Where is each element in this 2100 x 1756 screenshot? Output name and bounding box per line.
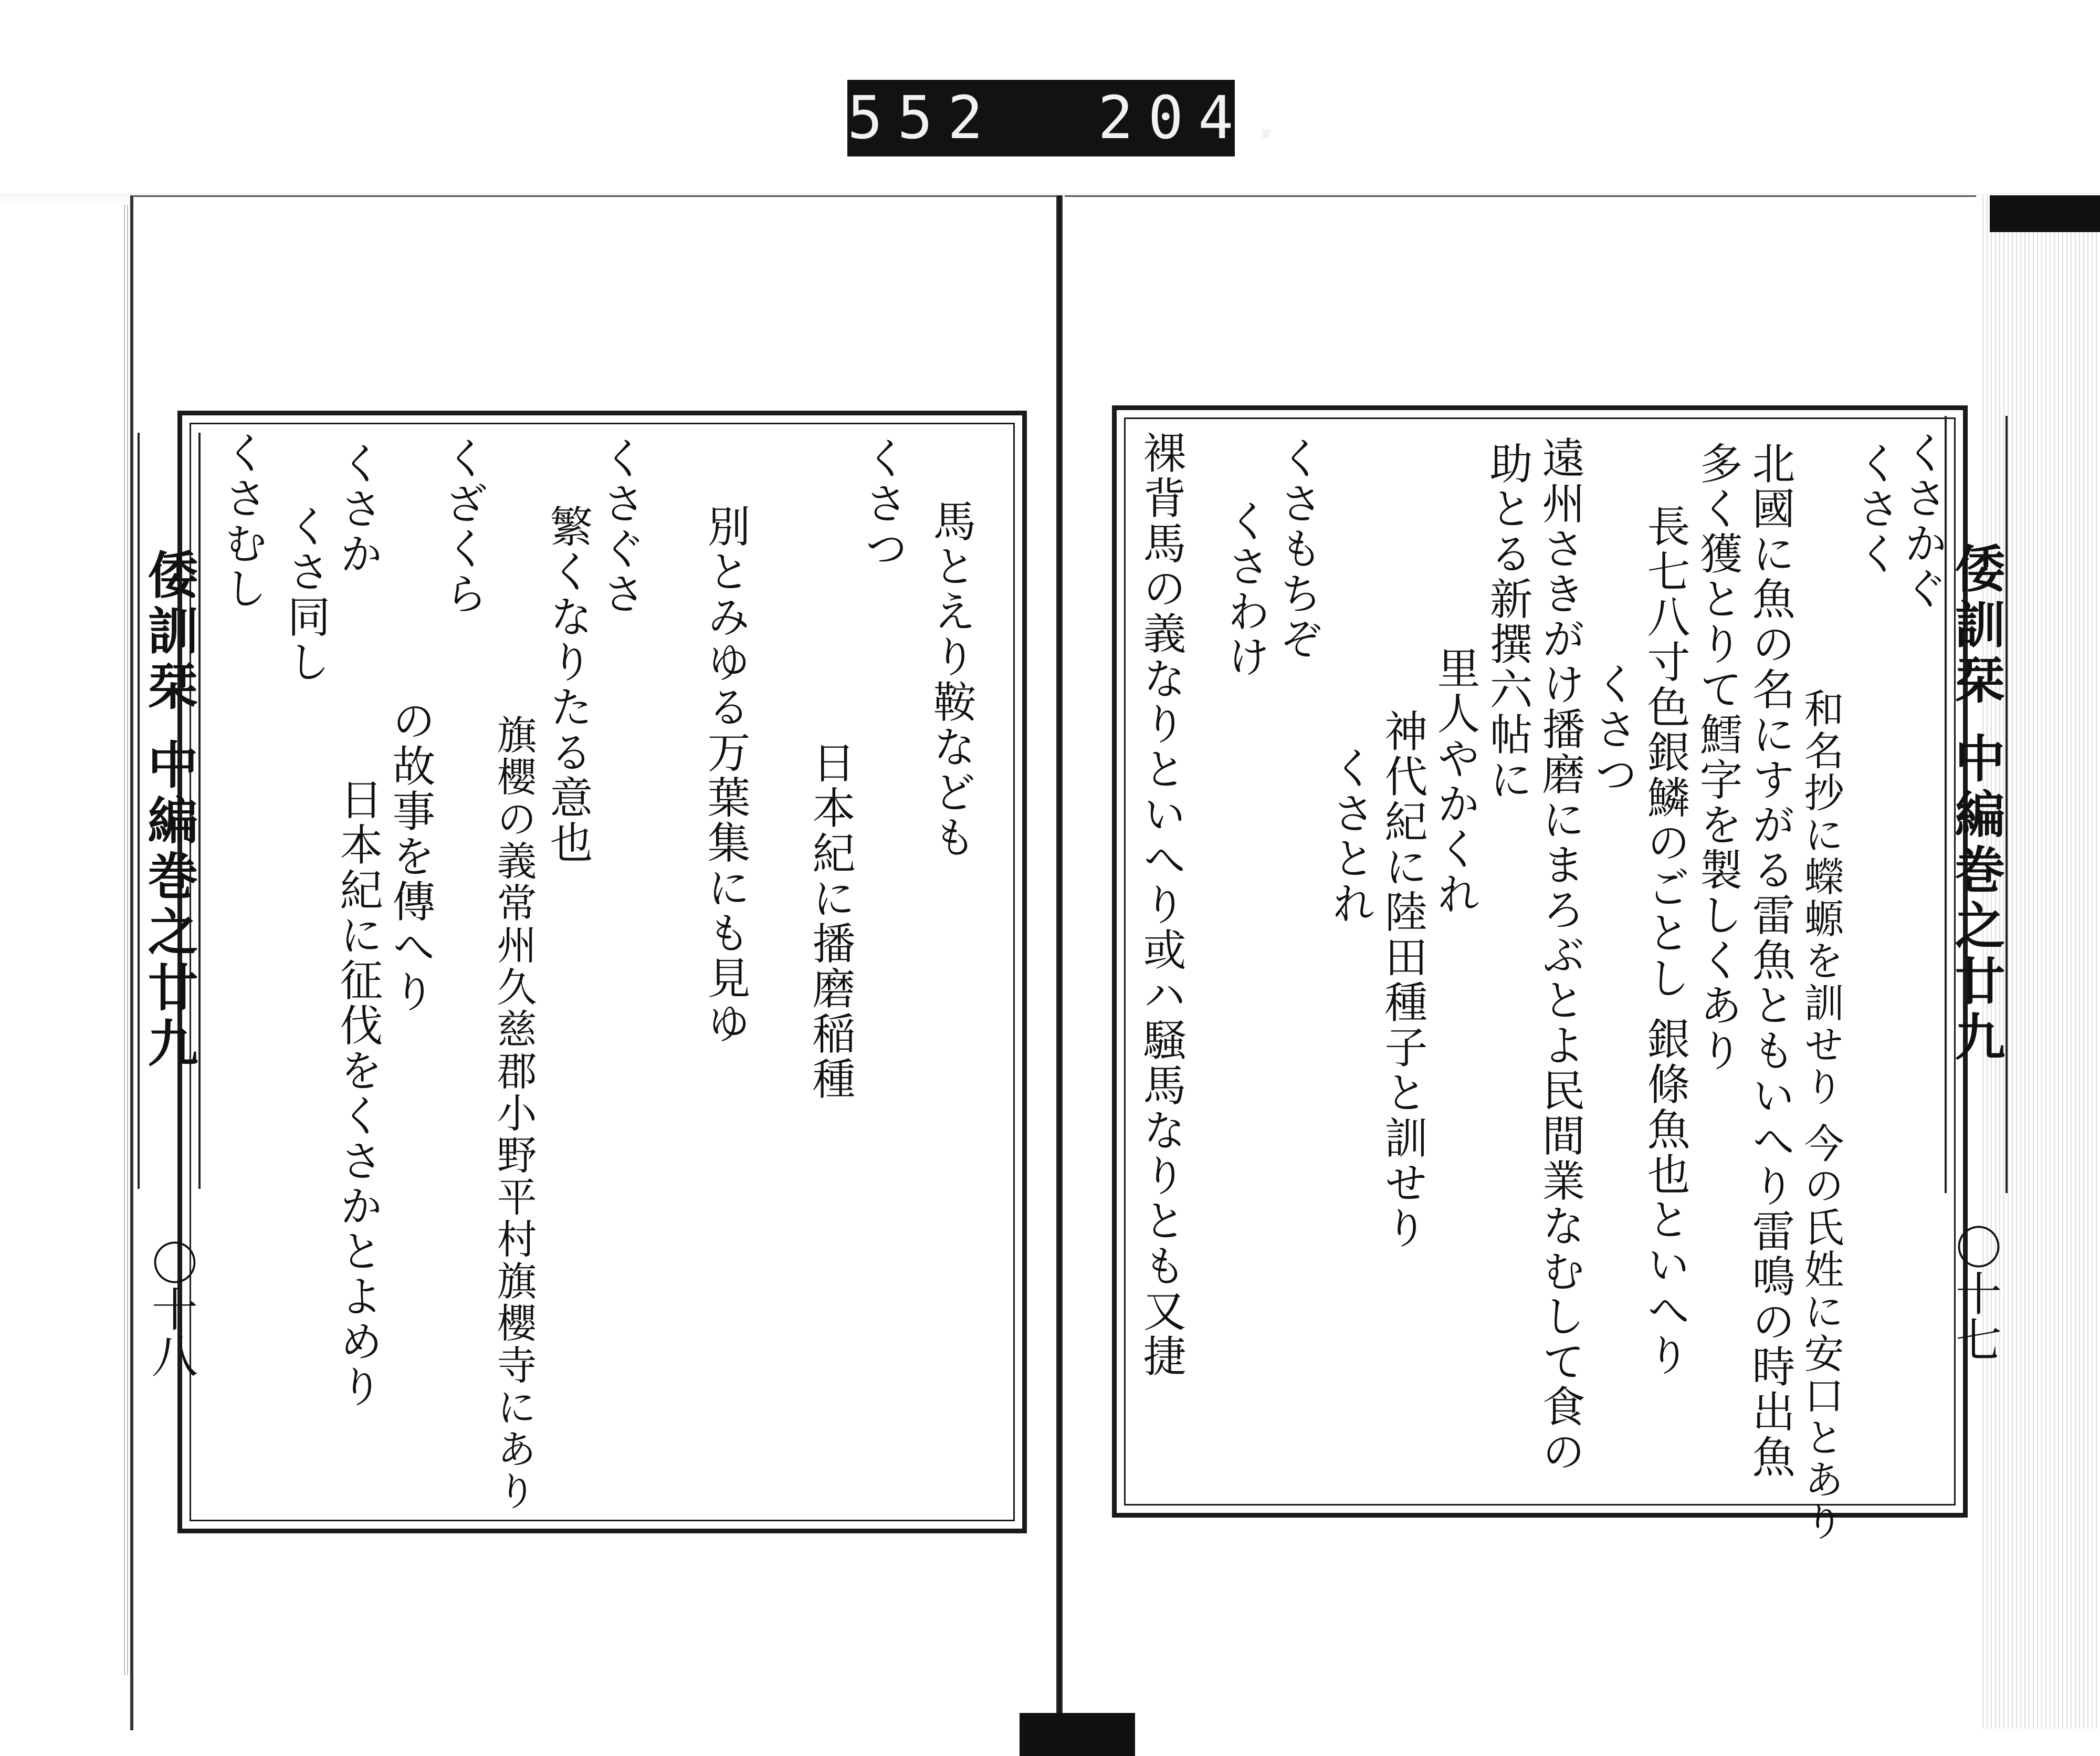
right-col-14: 裸背馬の義なりといへり或ハ騒馬なりとも又捷 [1136,431,1186,1379]
left-col-4: の故事を傳へり [385,698,435,1015]
right-col-0: くさかぐ [1897,431,1947,611]
left-margin-header: 倭訓栞 中編巻之廿九 [138,433,201,1189]
right-col-12: くさもちぞ [1273,436,1322,662]
right-col-13: くさわけ [1220,499,1270,680]
right-margin-header: 倭訓栞 中編巻之廿九 [1945,416,2008,1193]
right-col-11: くさとれ [1325,746,1375,926]
edge-tab [1990,195,2100,232]
right-col-1: くさく [1850,441,1900,577]
left-col-1: くさ同し [280,504,330,685]
right-col-10: 神代紀に陸田種子と訓せり [1378,709,1427,1251]
left-col-3: 日本紀に征伐をくさかとよめり [333,777,383,1409]
left-col-11: くさつ [858,436,908,571]
left-col-8: くさぐさ [595,436,645,616]
left-folio: 〇十八 [144,1239,198,1378]
left-col-6: 旗櫻の義常州久慈郡小野平村旗櫻寺にあり [490,714,537,1512]
left-col-12: 馬とえり鞍なども [926,499,976,860]
left-col-7: 繁くなりたる意也 [543,504,593,865]
right-col-3: 北國に魚の名にすがる雷魚ともいへり雷鳴の時出魚 [1745,441,1795,1480]
right-folio: 〇十七 [1948,1224,2002,1362]
left-col-9: 別とみゆる万葉集にも見ゆ [700,504,750,1046]
catalog-label: 552 204. [847,80,1235,156]
left-col-2: くさか [333,441,383,577]
book-spine [1056,195,1063,1729]
right-col-7: 遠州さきがけ播磨にまろぶとよ民間業なむして食の [1535,436,1585,1475]
right-col-5: 長七八寸色銀鱗のごとし 銀條魚也といへり [1640,504,1690,1378]
right-col-8: 助とる新撰六帖に [1483,441,1532,802]
spine-foot [1020,1713,1135,1756]
left-col-5: くざくら [438,436,488,616]
right-col-6: くさつ [1588,662,1637,797]
left-col-10: 日本紀に播磨稲種 [805,740,855,1102]
right-col-4: 多く獲とりて鱈字を製しくあり [1693,441,1742,1073]
right-col-9: 里人やかくれ [1430,646,1480,917]
right-col-2: 和名抄に蠑螈を訓せり 今の氏姓に安口とあり [1798,688,1844,1543]
left-col-0: くさむし [217,431,267,611]
